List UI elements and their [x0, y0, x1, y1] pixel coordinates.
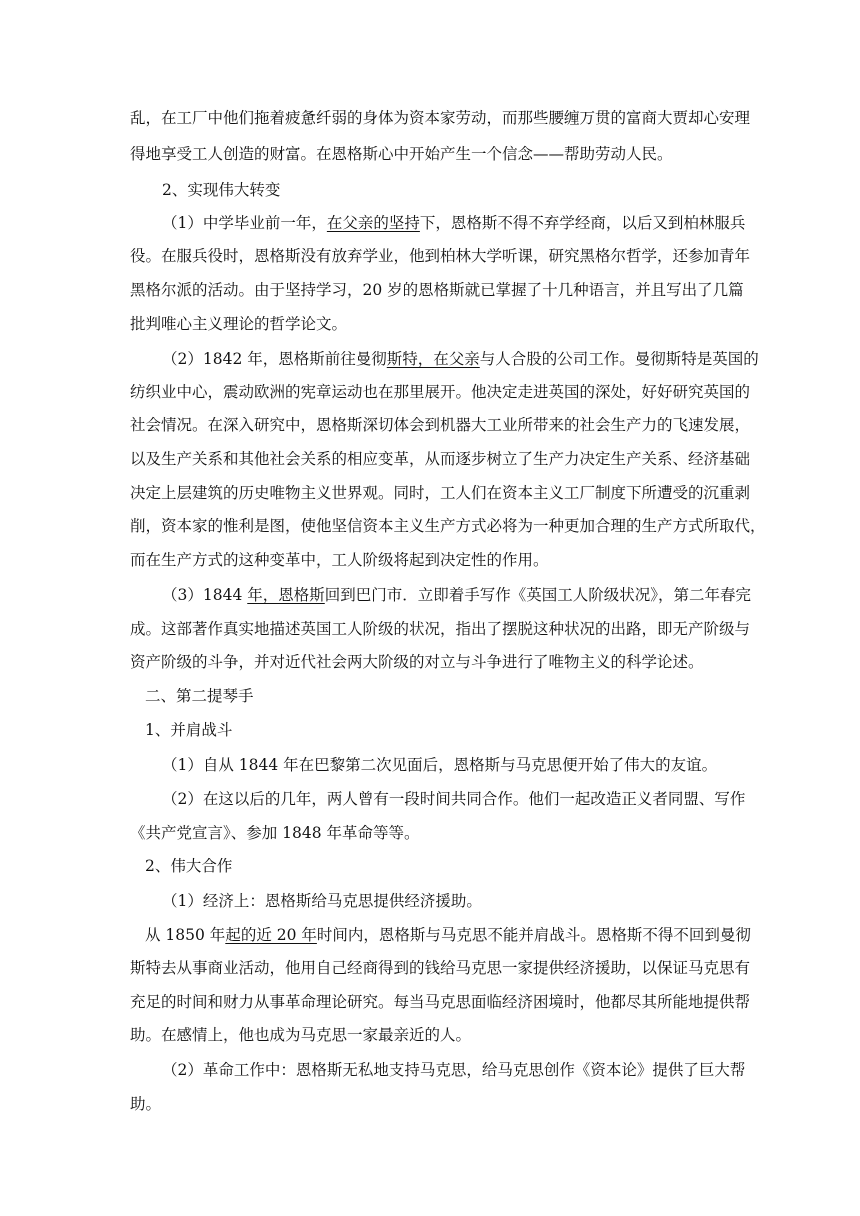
paragraph-line — [130, 246, 751, 266]
text-run: 黑格尔派的活动。由于坚持学习，20 岁的恩格斯就已掌握了十几种语言，并且写出了几篇 — [130, 281, 744, 299]
text-run: 与人合股的公司工作。曼彻斯特是英国的 — [479, 350, 759, 368]
text-run: 助。在感情上，他也成为马克思一家最亲近的人。 — [130, 1026, 472, 1044]
text-run: 回到巴门市．立即着手写作《英国工人阶级状况》，第二年春完 — [324, 586, 752, 604]
text-run: 批判唯心主义理论的哲学论文。 — [130, 315, 348, 333]
paragraph-line — [145, 925, 751, 945]
paragraph-line — [130, 619, 751, 639]
text-run: 《共产党宣言》、参加 1848 年革命等等。 — [130, 824, 420, 842]
text-run: 下，恩格斯不得不弃学经商，以后又到柏林服兵 — [419, 214, 746, 232]
text-run: 纺织业中心，震动欧洲的宪章运动也在那里展开。他决定走进英国的深处，好好研究英国的 — [130, 383, 751, 401]
paragraph-line — [130, 1094, 730, 1114]
paragraph-line — [130, 958, 751, 978]
paragraph-line — [130, 314, 730, 334]
heading-text: 2、实现伟大转变 — [162, 181, 281, 199]
paragraph-line — [130, 449, 751, 469]
heading-text: 1、并肩战斗 — [145, 721, 233, 739]
text-run: 以及生产关系和其他社会关系的相应变革，从而逐步树立了生产力决定生产关系、经济基础 — [130, 450, 751, 468]
underlined-text: 斯特，在父亲 — [386, 350, 480, 368]
paragraph-line — [162, 789, 746, 809]
paragraph-line — [130, 415, 751, 435]
section-heading — [145, 856, 730, 876]
paragraph-line — [130, 550, 730, 570]
text-run: 决定上层建筑的历史唯物主义世界观。同时，工人们在资本主义工厂制度下所遭受的沉重剥 — [130, 484, 751, 502]
underlined-text: 年，恩格斯 — [247, 586, 325, 604]
text-run: 社会情况。在深入研究中，恩格斯深切体会到机器大工业所带来的社会生产力的飞速发展， — [130, 416, 751, 434]
text-run: 助。 — [130, 1095, 162, 1113]
heading-text: 2、伟大合作 — [145, 857, 233, 875]
text-run: （3）1844 — [162, 586, 248, 604]
paragraph-line — [162, 891, 730, 911]
paragraph-line — [130, 483, 751, 503]
paragraph-line — [130, 516, 766, 536]
paragraph-line — [130, 382, 751, 402]
paragraph-line — [130, 280, 744, 300]
paragraph-line — [130, 144, 730, 164]
text-run: 资产阶级的斗争，并对近代社会两大阶级的对立与斗争进行了唯物主义的科学论述。 — [130, 653, 704, 671]
section-heading — [145, 686, 730, 706]
paragraph-line — [162, 1060, 746, 1080]
text-run: （2）在这以后的几年，两人曾有一段时间共同合作。他们一起改造正义者同盟、写作 — [162, 790, 746, 808]
heading-text: 二、第二提琴手 — [145, 687, 254, 705]
paragraph-line — [162, 213, 746, 233]
text-run: 从 1850 年 — [145, 926, 226, 944]
text-run: 乱，在工厂中他们拖着疲惫纤弱的身体为资本家劳动，而那些腰缠万贯的富商大贾却心安理 — [130, 109, 751, 127]
text-run: 成。这部著作真实地描述英国工人阶级的状况，指出了摆脱这种状况的出路，即无产阶级与 — [130, 620, 751, 638]
paragraph-line — [130, 992, 751, 1012]
section-heading — [162, 180, 730, 200]
paragraph-line — [130, 108, 751, 128]
text-run: （1）中学毕业前一年， — [162, 214, 327, 232]
text-run: （1）经济上：恩格斯给马克思提供经济援助。 — [162, 892, 482, 910]
paragraph-line — [162, 755, 730, 775]
text-run: 得地享受工人创造的财富。在恩格斯心中开始产生一个信念——帮助劳动人民。 — [130, 145, 673, 163]
text-run: 充足的时间和财力从事革命理论研究。每当马克思面临经济困境时，他都尽其所能地提供帮 — [130, 993, 751, 1011]
text-run: 役。在服兵役时，恩格斯没有放弃学业，他到柏林大学听课，研究黑格尔哲学，还参加青年 — [130, 247, 751, 265]
paragraph-line — [162, 585, 752, 605]
text-run: 斯特去从事商业活动，他用自己经商得到的钱给马克思一家提供经济援助，以保证马克思有 — [130, 959, 751, 977]
paragraph-line — [162, 349, 759, 369]
text-run: （2）1842 年，恩格斯前往曼彻 — [162, 350, 387, 368]
text-run: 削，资本家的惟利是图，使他坚信资本主义生产方式必将为一种更加合理的生产方式所取代， — [130, 517, 766, 535]
paragraph-line — [130, 823, 730, 843]
section-heading — [145, 720, 730, 740]
paragraph-line — [130, 1025, 730, 1045]
text-run: 时间内，恩格斯与马克思不能并肩战斗。恩格斯不得不回到曼彻 — [316, 926, 751, 944]
text-run: （1）自从 1844 年在巴黎第二次见面后，恩格斯与马克思便开始了伟大的友谊。 — [162, 756, 718, 774]
text-run: （2）革命工作中：恩格斯无私地支持马克思，给马克思创作《资本论》提供了巨大帮 — [162, 1061, 746, 1079]
text-run: 而在生产方式的这种变革中，工人阶级将起到决定性的作用。 — [130, 551, 549, 569]
underlined-text: 起的近 20 年 — [225, 926, 317, 944]
underlined-text: 在父亲的坚持 — [326, 214, 420, 232]
paragraph-line — [130, 652, 730, 672]
